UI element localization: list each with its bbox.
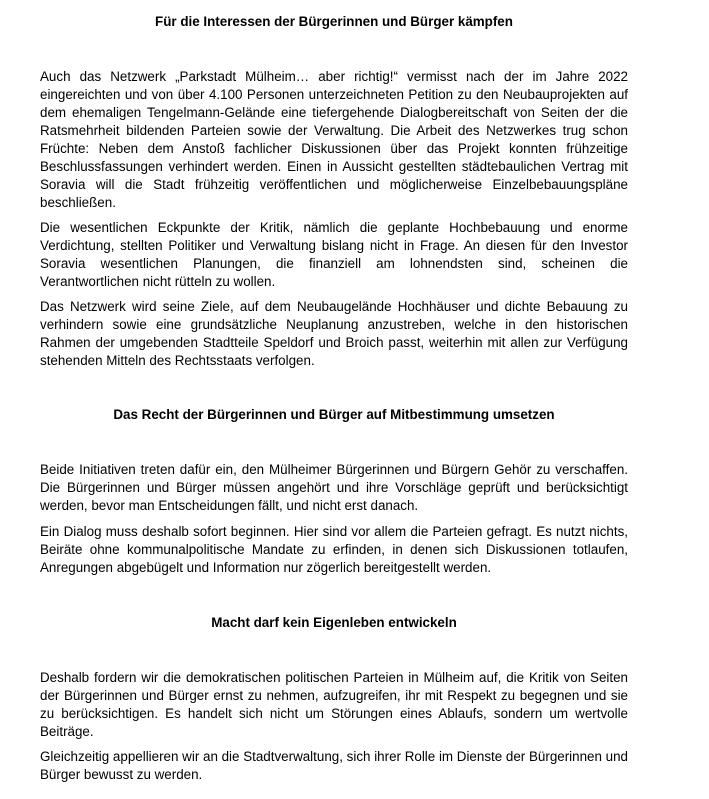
section-heading-power: Macht darf kein Eigenleben entwickeln [211,615,457,630]
paragraph-dialog: Ein Dialog muss deshalb sofort beginnen. Hier sind vor allem die Parteien gefragt. Es nutzt nichts, Beiräte ohne kommunalpolitische Mandate zu erfinden, in denen sich Diskussionen totlaufen, Anregungen abgebügelt und Information nur zögerlich bereitgestellt werden. [40,524,628,575]
paragraph-appeal-administration: Gleichzeitig appellieren wir an die Stadtverwaltung, sich ihrer Rolle im Dienste der Bürgerinnen und Bürger bewusst zu werden. [40,749,629,782]
section-heading-interests: Für die Interessen der Bürgerinnen und Bürger kämpfen [155,14,513,29]
paragraph-initiatives: Beide Initiativen treten dafür ein, den Mülheimer Bürgerinnen und Bürgern Gehör zu verschaffen. Die Bürgerinnen und Bürger müssen angehört und ihre Vorschläge geprüft und berücksichtigt werden, bevor man Entscheidungen fällt, und nicht erst danach. [40,462,628,513]
paragraph-criticism-points: Die wesentlichen Eckpunkte der Kritik, nämlich die geplante Hochbebauung und enorme Verdichtung, stellten Politiker und Verwaltung bislang nicht in Frage. An diesen für den Investor Soravia wesentlichen Planungen, die finanziell am lohnendsten sind, scheinen die Verantwortlichen nicht rütteln zu wollen. [40,220,628,289]
paragraph-network-petition: Auch das Netzwerk „Parkstadt Mülheim… aber richtig!“ vermisst nach der im Jahre 2022 eingereichten und von über 4.100 Personen unterzeichneten Petition zu den Neubauprojekten auf dem ehemaligen Tengelmann-Gelände eine tiefergehende Dialogbereitschaft von Seiten der die Ratsmehrheit bildenden Parteien sowie der Verwaltung. Die Arbeit des Netzwerkes trug schon Früchte: Neben dem Anstoß fachlicher Diskussionen über das Projekt konnten frühzeitige Beschlussfassungen verhindert werden. Einen in Aussicht gestellten städtebaulichen Vertrag mit Soravia will die Stadt frühzeitig veröffentlichen und möglicherweise Einzelbebauungspläne beschließen. [40,69,628,210]
paragraph-demand-parties: Deshalb fordern wir die demokratischen politischen Parteien in Mülheim auf, die Kritik von Seiten der Bürgerinnen und Bürger ernst zu nehmen, aufzugreifen, ihr mit Respekt zu begegnen und sie zu berücksichtigen. Es handelt sich nicht um Störungen eines Ablaufs, sondern um wertvolle Beiträge. [40,670,628,739]
paragraph-network-goals: Das Netzwerk wird seine Ziele, auf dem Neubaugelände Hochhäuser und dichte Bebauung zu verhindern sowie eine grundsätzliche Neuplanung anzustreben, welche in den historischen Rahmen der umgebenden Stadtteile Speldorf und Broich passt, weiterhin mit allen zur Verfügung stehenden Mitteln des Rechtsstaats verfolgen. [40,299,628,368]
section-heading-codetermination: Das Recht der Bürgerinnen und Bürger auf Mitbestimmung umsetzen [113,407,555,422]
